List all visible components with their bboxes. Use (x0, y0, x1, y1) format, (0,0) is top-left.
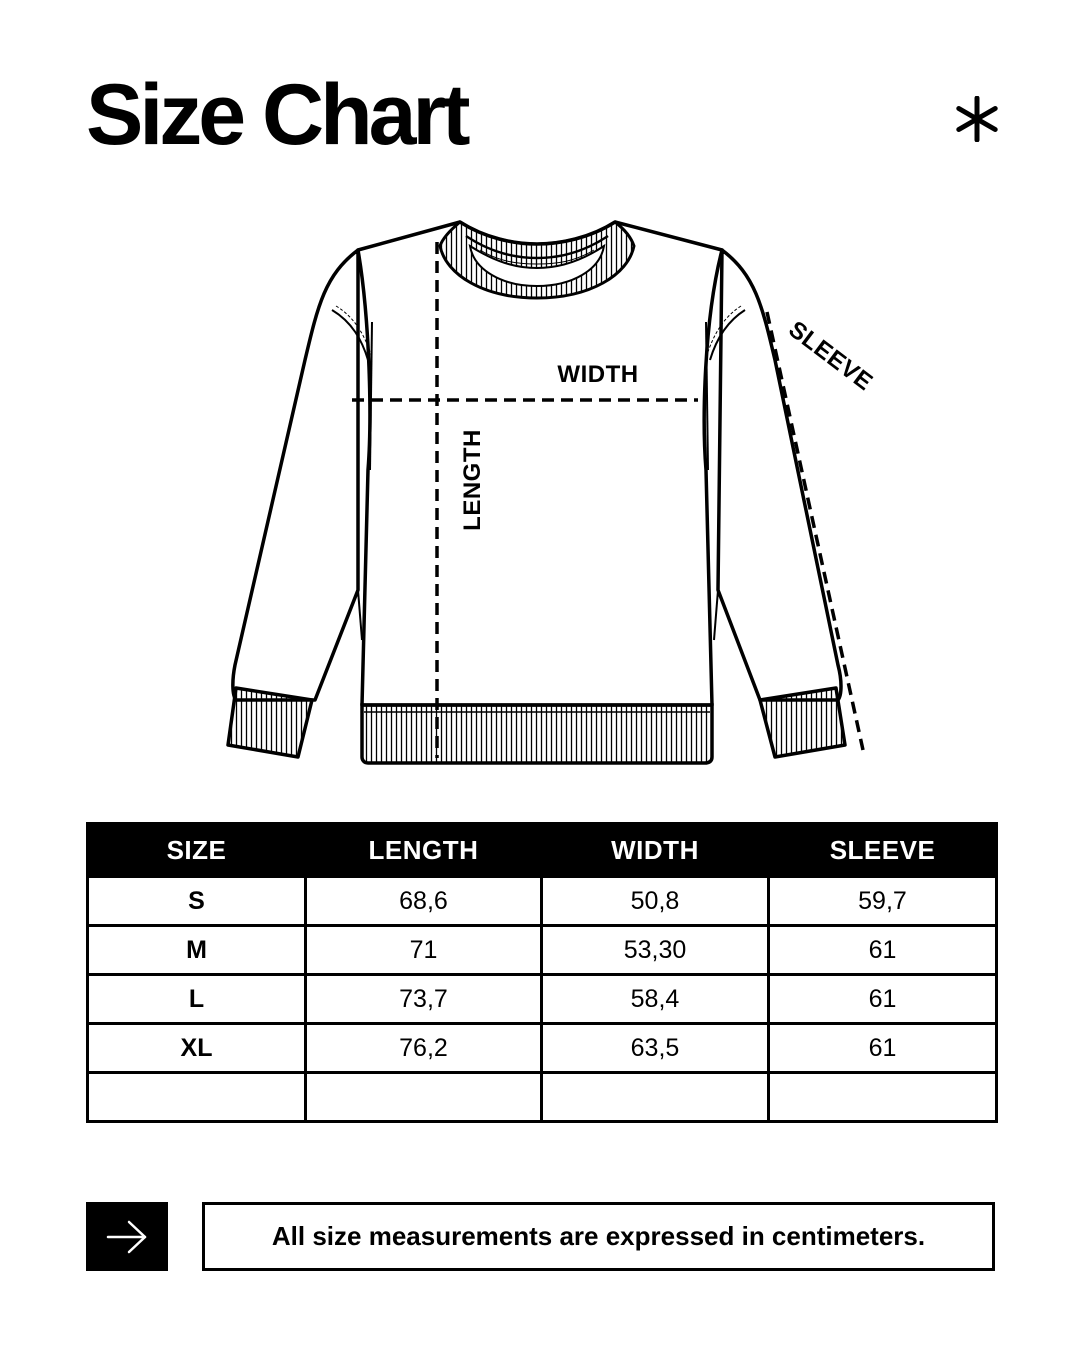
left-cuff (228, 688, 312, 757)
header-sleeve: SLEEVE (769, 824, 997, 877)
size-cell: M (88, 926, 306, 975)
length-cell (306, 1073, 542, 1122)
sleeve-cell: 61 (769, 975, 997, 1024)
length-cell: 71 (306, 926, 542, 975)
width-cell (542, 1073, 769, 1122)
header-length: LENGTH (306, 824, 542, 877)
length-cell: 68,6 (306, 877, 542, 926)
sleeve-cell: 59,7 (769, 877, 997, 926)
table-row (88, 1073, 997, 1122)
table-row (88, 926, 997, 975)
table-row (88, 1024, 997, 1073)
size-cell: XL (88, 1024, 306, 1073)
header-size: SIZE (88, 824, 306, 877)
measurement-note: All size measurements are expressed in centimeters. (202, 1202, 995, 1271)
length-cell: 76,2 (306, 1024, 542, 1073)
table-row (88, 877, 997, 926)
header-width: WIDTH (542, 824, 769, 877)
table-row (88, 975, 997, 1024)
width-cell: 50,8 (542, 877, 769, 926)
width-cell: 53,30 (542, 926, 769, 975)
left-sleeve (233, 250, 358, 700)
size-table (86, 822, 998, 1123)
size-cell (88, 1073, 306, 1122)
page-title: Size Chart (86, 67, 467, 163)
hem-band (362, 705, 712, 763)
size-cell: S (88, 877, 306, 926)
length-cell: 73,7 (306, 975, 542, 1024)
length-label: LENGTH (459, 429, 486, 531)
sleeve-label: SLEEVE (783, 315, 878, 397)
sleeve-cell: 61 (769, 1024, 997, 1073)
asterisk-icon (954, 96, 1000, 142)
arrow-right-icon (105, 1219, 149, 1255)
sleeve-cell: 61 (769, 926, 997, 975)
sleeve-cell (769, 1073, 997, 1122)
size-cell: L (88, 975, 306, 1024)
width-cell: 63,5 (542, 1024, 769, 1073)
width-label: WIDTH (557, 361, 639, 388)
sweatshirt-diagram (0, 200, 1080, 790)
table-header-row (88, 824, 997, 877)
right-cuff (760, 688, 845, 757)
width-cell: 58,4 (542, 975, 769, 1024)
arrow-button (86, 1202, 168, 1271)
